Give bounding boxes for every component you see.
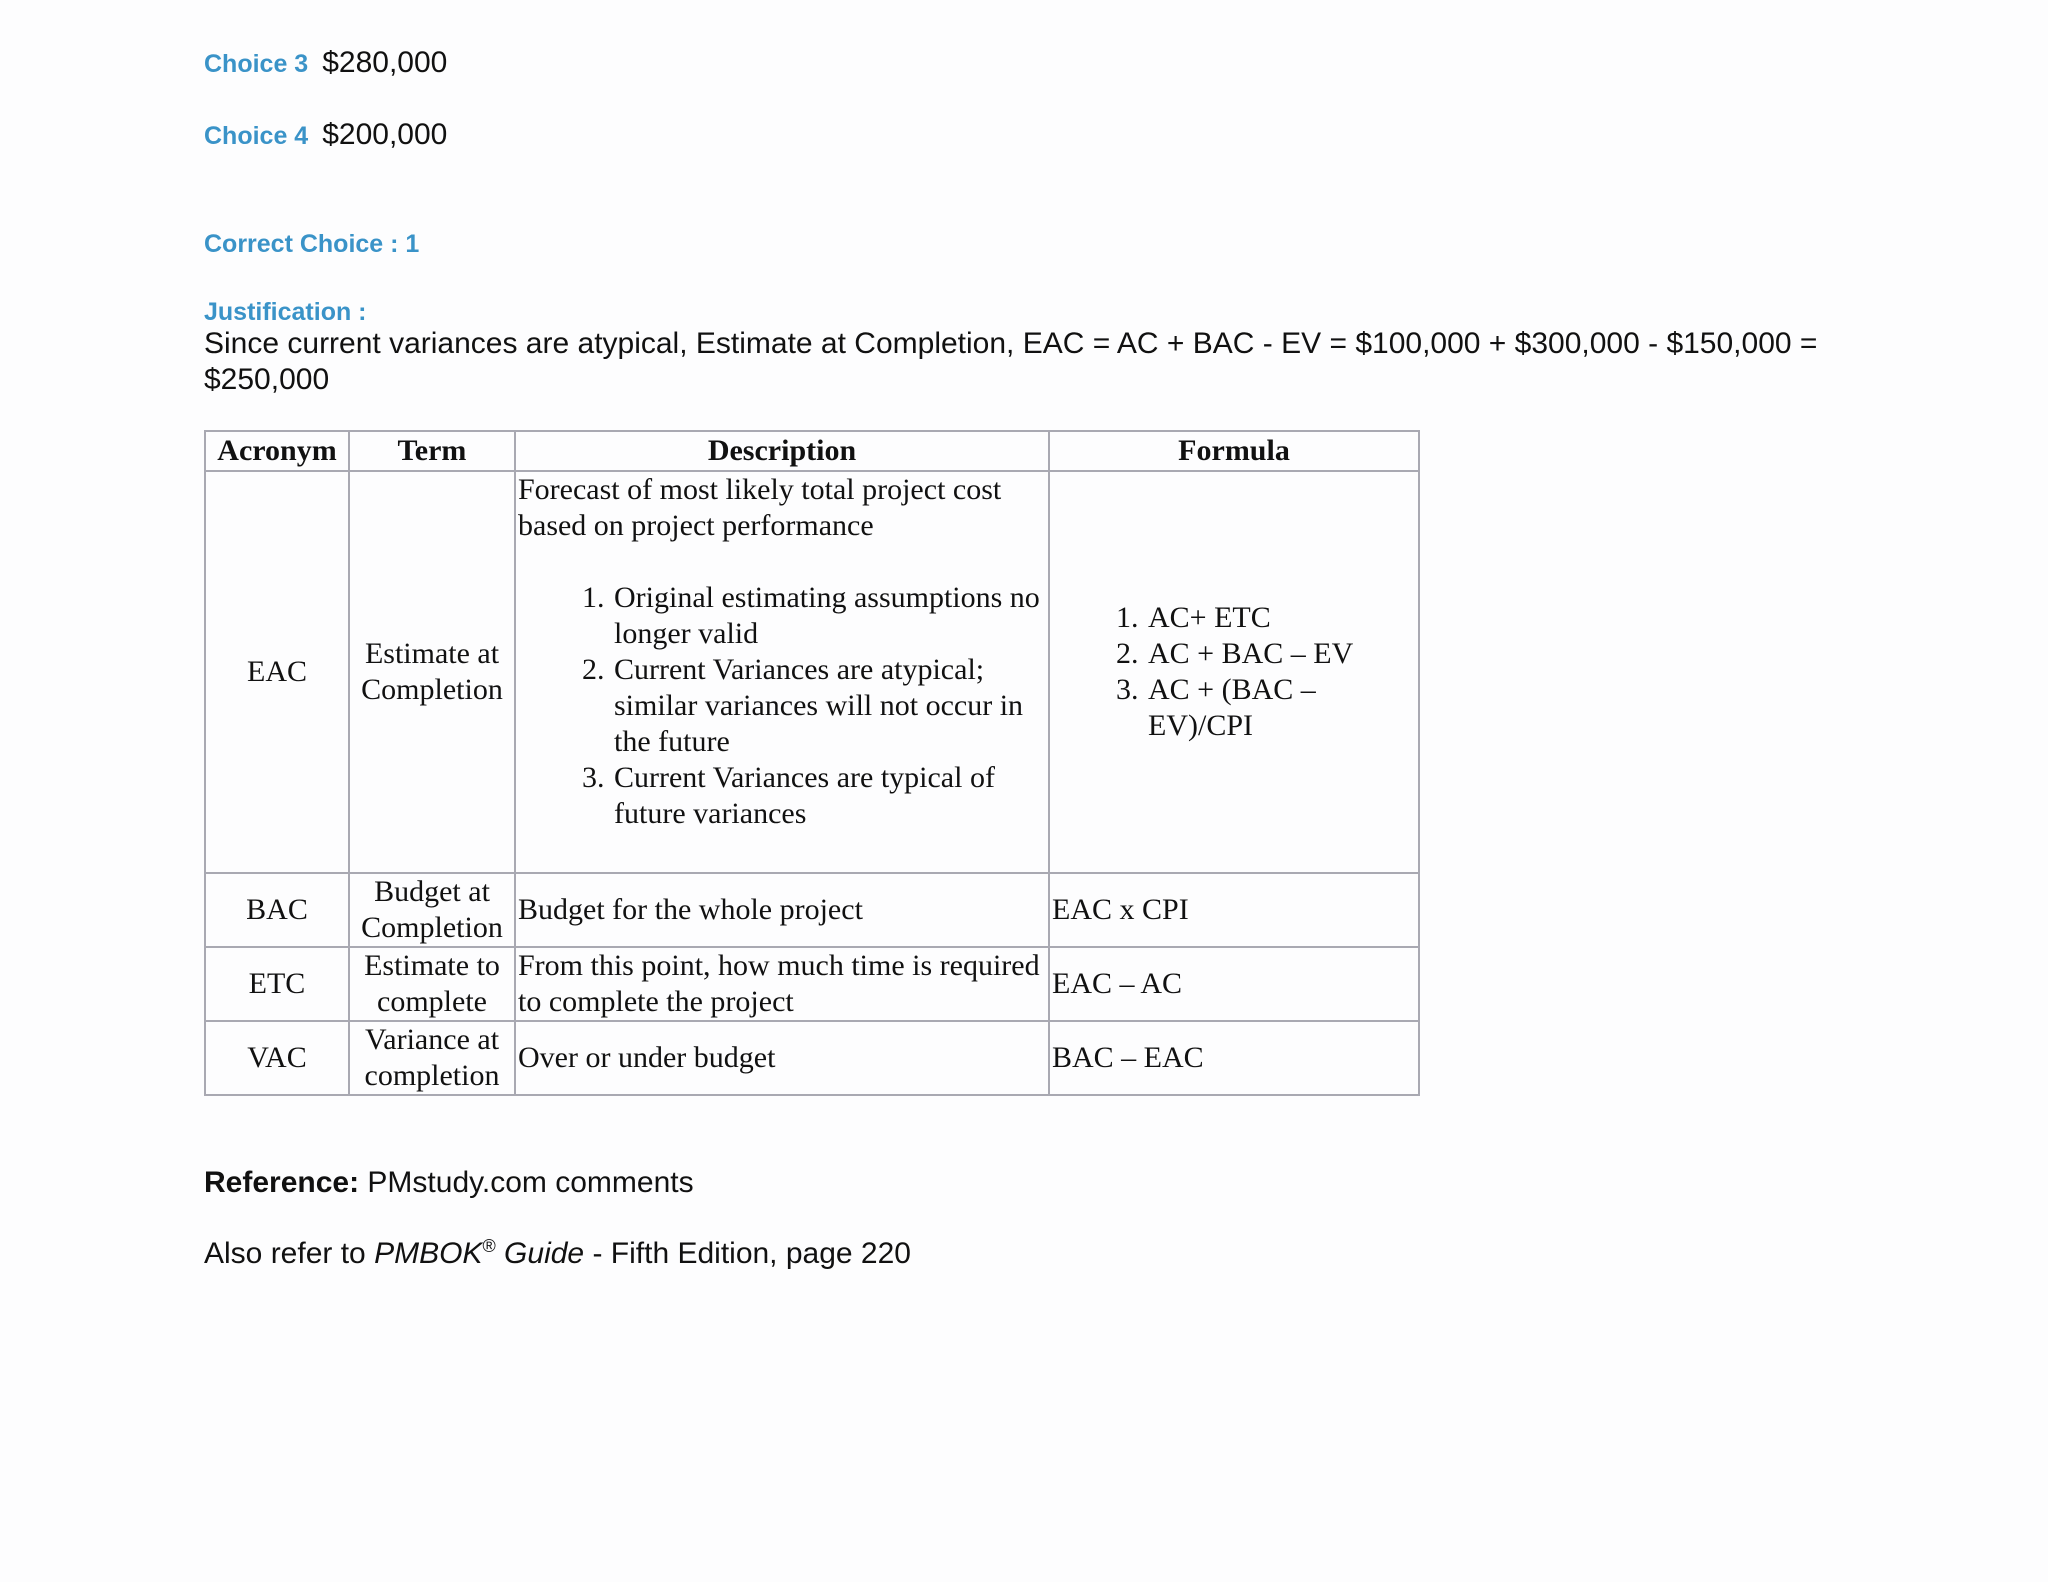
header-term: Term xyxy=(349,431,515,471)
cell-term: Variance at completion xyxy=(349,1021,515,1095)
choice-3 xyxy=(204,46,447,80)
choice-label: Choice 4 xyxy=(204,122,309,150)
also-prefix: Also refer to xyxy=(204,1237,366,1270)
table-row xyxy=(205,873,1419,947)
cell-formula xyxy=(1049,471,1419,873)
cell-acronym: BAC xyxy=(205,873,349,947)
header-formula: Formula xyxy=(1049,431,1419,471)
justification-text: Since current variances are atypical, Estimate at Completion, EAC = AC + BAC - EV = $100,000 + $300,000 - $150,000 = $250,000 xyxy=(204,327,1818,396)
list-item: 2. AC + BAC – EV xyxy=(1146,636,1416,672)
cell-acronym: EAC xyxy=(205,471,349,873)
table-row xyxy=(205,947,1419,1021)
cell-description: Budget for the whole project xyxy=(515,873,1049,947)
cell-acronym: VAC xyxy=(205,1021,349,1095)
cell-formula: BAC – EAC xyxy=(1049,1021,1419,1095)
list-item: 2. Current Variances are atypical; similar variances will not occur in the future xyxy=(612,652,1046,760)
list-item: 1. AC+ ETC xyxy=(1146,600,1416,636)
choice-value: $280,000 xyxy=(322,46,448,79)
header-acronym: Acronym xyxy=(205,431,349,471)
reference-line xyxy=(204,1166,694,1200)
terms-table xyxy=(204,430,1420,1096)
list-item: 3. AC + (BAC – EV)/CPI xyxy=(1146,672,1416,744)
cell-formula: EAC x CPI xyxy=(1049,873,1419,947)
list-item: 1. Original estimating assumptions no longer valid xyxy=(612,580,1046,652)
cell-term: Estimate to complete xyxy=(349,947,515,1021)
guide-word: Guide xyxy=(504,1237,585,1270)
description-intro: Forecast of most likely total project cost based on project performance xyxy=(518,473,1002,542)
header-description: Description xyxy=(515,431,1049,471)
table-row xyxy=(205,471,1419,873)
choice-value: $200,000 xyxy=(322,118,448,151)
cell-description: From this point, how much time is required to complete the project xyxy=(515,947,1049,1021)
description-list xyxy=(518,580,1046,832)
also-suffix: - Fifth Edition, page 220 xyxy=(592,1237,911,1270)
reference-text: PMstudy.com comments xyxy=(367,1166,694,1199)
choice-label: Choice 3 xyxy=(204,50,309,78)
table-row xyxy=(205,1021,1419,1095)
cell-acronym: ETC xyxy=(205,947,349,1021)
cell-description: Over or under budget xyxy=(515,1021,1049,1095)
registered-mark: ® xyxy=(482,1236,496,1256)
choice-4 xyxy=(204,118,447,152)
cell-description xyxy=(515,471,1049,873)
justification-heading: Justification : xyxy=(204,298,367,326)
cell-term: Estimate at Completion xyxy=(349,471,515,873)
book-title: PMBOK xyxy=(374,1237,483,1270)
cell-term: Budget at Completion xyxy=(349,873,515,947)
also-refer-line xyxy=(204,1236,911,1271)
reference-label: Reference: xyxy=(204,1166,360,1199)
cell-formula: EAC – AC xyxy=(1049,947,1419,1021)
list-item: 3. Current Variances are typical of future variances xyxy=(612,760,1046,832)
correct-choice: Correct Choice : 1 xyxy=(204,230,420,258)
formula-list xyxy=(1052,600,1416,744)
table-header-row xyxy=(205,431,1419,471)
